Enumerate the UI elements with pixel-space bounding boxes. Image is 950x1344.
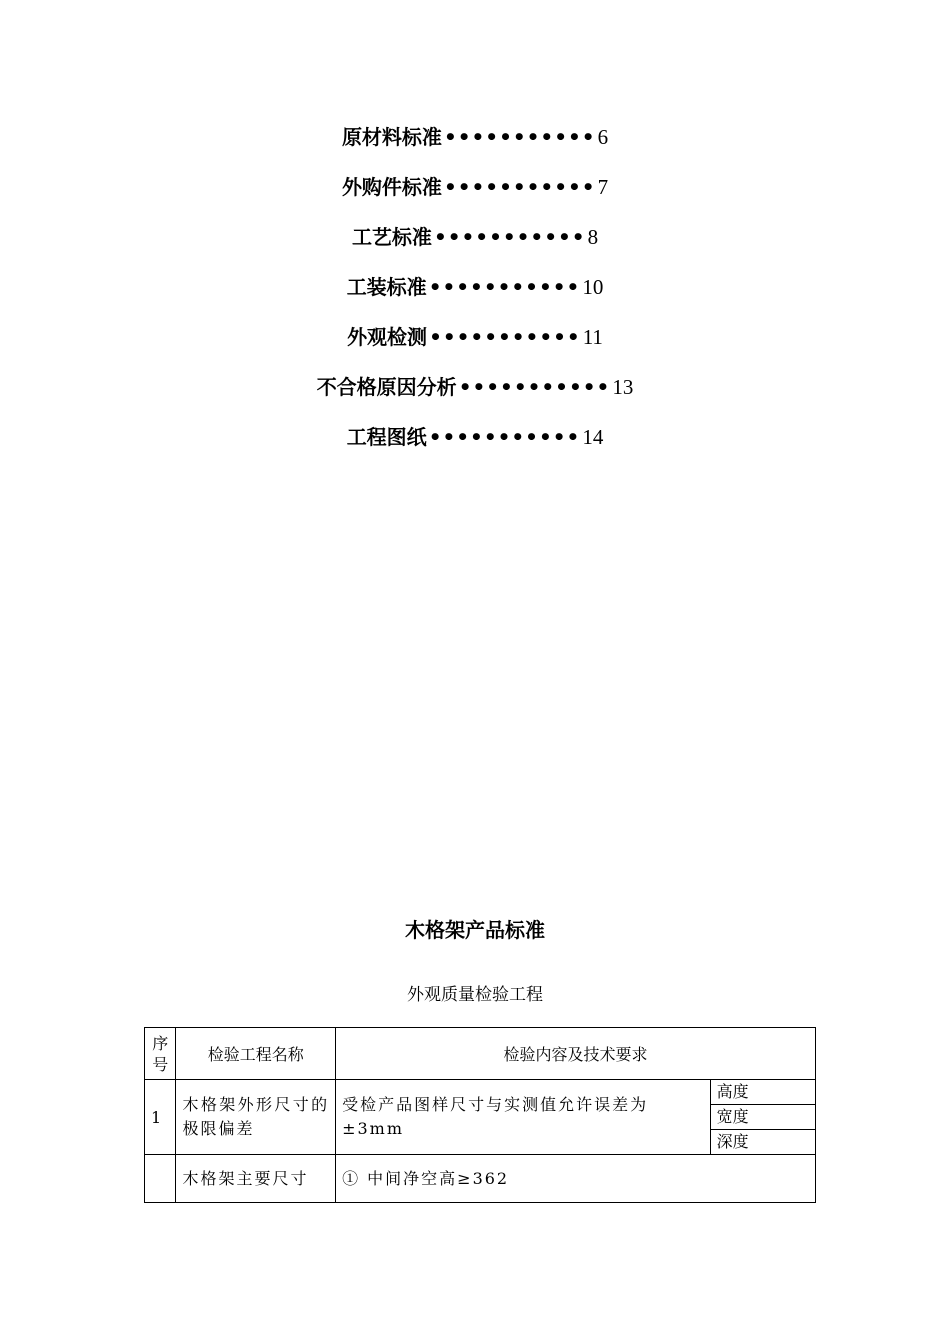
inspection-table: [144, 1027, 816, 1203]
row-requirement: ① 中间净空高≥362: [336, 1155, 816, 1203]
toc-entry-title: 工程图纸: [346, 425, 427, 449]
toc-page-number: 7: [597, 175, 609, 199]
header-number: 序号: [145, 1028, 176, 1080]
toc-entry[interactable]: [0, 312, 950, 362]
dimension-height: 高度: [710, 1080, 815, 1105]
table-of-contents: [0, 112, 950, 462]
document-subtitle: 外观质量检验工程: [407, 985, 543, 1005]
header-requirements: 检验内容及技术要求: [336, 1028, 816, 1080]
toc-page-number: 8: [587, 225, 599, 249]
toc-page-number: 14: [582, 425, 604, 449]
toc-leader-dots: •••••••••••: [443, 125, 596, 149]
row-number: [145, 1155, 176, 1203]
toc-leader-dots: •••••••••••: [458, 375, 611, 399]
toc-entry-title: 工装标准: [346, 275, 427, 299]
toc-entry-title: 外购件标准: [341, 175, 442, 199]
toc-entry[interactable]: [0, 212, 950, 262]
toc-entry-title: 不合格原因分析: [316, 375, 457, 399]
toc-leader-dots: •••••••••••: [443, 175, 596, 199]
dimension-depth: 深度: [710, 1130, 815, 1155]
toc-leader-dots: •••••••••••: [429, 325, 581, 349]
row-item-name: 木格架外形尺寸的极限偏差: [176, 1080, 336, 1155]
toc-page-number: 13: [612, 375, 634, 399]
document-title: 木格架产品标准: [405, 918, 545, 942]
toc-entry-title: 工艺标准: [351, 225, 432, 249]
toc-page-number: 11: [582, 325, 603, 349]
toc-entry[interactable]: [0, 362, 950, 412]
toc-entry[interactable]: [0, 162, 950, 212]
toc-entry[interactable]: [0, 112, 950, 162]
table-row: [145, 1080, 816, 1105]
toc-leader-dots: •••••••••••: [433, 225, 586, 249]
toc-page-number: 10: [582, 275, 604, 299]
table-header-row: [145, 1028, 816, 1080]
row-item-name: 木格架主要尺寸: [176, 1155, 336, 1203]
toc-leader-dots: •••••••••••: [428, 425, 581, 449]
toc-entry-title: 外观检测: [347, 325, 428, 349]
toc-entry-title: 原材料标准: [341, 125, 442, 149]
toc-page-number: 6: [597, 125, 609, 149]
row-number: 1: [145, 1080, 176, 1155]
dimension-width: 宽度: [710, 1105, 815, 1130]
table-row: [145, 1155, 816, 1203]
row-requirement: 受检产品图样尺寸与实测值允许误差为±3mm: [336, 1080, 711, 1155]
toc-entry[interactable]: [0, 412, 950, 462]
toc-entry[interactable]: [0, 262, 950, 312]
header-item-name: 检验工程名称: [176, 1028, 336, 1080]
toc-leader-dots: •••••••••••: [428, 275, 581, 299]
